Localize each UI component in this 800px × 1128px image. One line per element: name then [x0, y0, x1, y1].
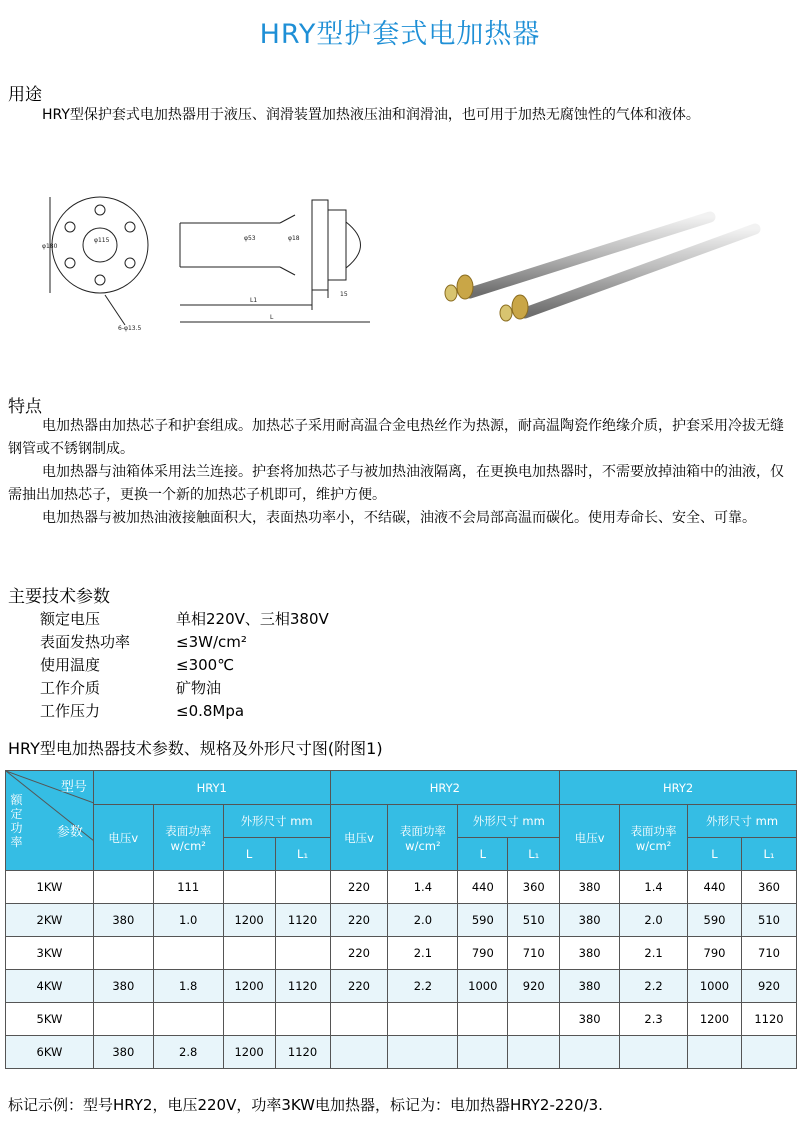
dim-label: φ115 — [94, 237, 110, 244]
table-cell: 710 — [508, 937, 560, 970]
model-header: HRY1 — [93, 771, 330, 805]
table-cell: 510 — [508, 904, 560, 937]
table-title: HRY型电加热器技术参数、规格及外形尺寸图(附图1) — [8, 739, 383, 758]
table-cell: 2.0 — [620, 904, 688, 937]
table-row — [6, 1036, 797, 1069]
table-cell: 380 — [560, 871, 620, 904]
table-row — [6, 937, 797, 970]
table-cell: 380 — [560, 937, 620, 970]
col-voltage: 电压v — [93, 805, 153, 871]
param-row: 工作压力 ≤0.8Mpa — [40, 702, 245, 720]
table-cell: 920 — [741, 970, 796, 1003]
features-paragraph: 电加热器与油箱体采用法兰连接。护套将加热芯子与被加热油液隔离，在更换电加热器时，不需要放掉油箱中的油液，仅需抽出加热芯子，更换一个新的加热芯子机即可，维护方便。 — [8, 464, 784, 503]
table-cell: 710 — [741, 937, 796, 970]
table-cell — [223, 871, 275, 904]
table-cell: 1.0 — [153, 904, 223, 937]
table-cell: 220 — [330, 871, 388, 904]
table-cell — [153, 937, 223, 970]
table-cell: 2.0 — [388, 904, 458, 937]
page-title: HRY型护套式电加热器 — [259, 19, 541, 50]
col-L: L — [223, 838, 275, 871]
table-cell: 1120 — [275, 1036, 330, 1069]
table-cell — [330, 1003, 388, 1036]
table-cell: 790 — [688, 937, 742, 970]
table-cell: 380 — [560, 904, 620, 937]
table-cell: 380 — [560, 970, 620, 1003]
features-heading: 特点 — [8, 397, 42, 417]
model-header: HRY2 — [330, 771, 560, 805]
table-cell — [458, 1036, 508, 1069]
features-paragraph: 电加热器与被加热油液接触面积大，表面热功率小，不结碳，油液不会局部高温而碳化。使用寿命长、安全、可靠。 — [42, 510, 756, 526]
table-cell — [93, 1003, 153, 1036]
table-cell: 510 — [741, 904, 796, 937]
table-cell: 1.8 — [153, 970, 223, 1003]
table-row — [6, 970, 797, 1003]
table-cell: 1000 — [688, 970, 742, 1003]
table-cell — [275, 1003, 330, 1036]
table-cell: 1200 — [223, 970, 275, 1003]
table-cell: 220 — [330, 970, 388, 1003]
dim-label: φ180 — [42, 243, 58, 250]
model-header: HRY2 — [560, 771, 797, 805]
row-power: 1KW — [6, 871, 94, 904]
table-row — [6, 1003, 797, 1036]
params-heading: 主要技术参数 — [8, 587, 110, 607]
table-cell: 220 — [330, 904, 388, 937]
col-dims: 外形尺寸 mm — [458, 805, 560, 838]
table-cell: 360 — [508, 871, 560, 904]
row-power: 3KW — [6, 937, 94, 970]
table-cell: 1120 — [275, 970, 330, 1003]
table-cell — [93, 871, 153, 904]
table-cell: 1.4 — [620, 871, 688, 904]
param-row: 表面发热功率 ≤3W/cm² — [40, 633, 247, 651]
param-row: 使用温度 ≤300℃ — [40, 656, 235, 674]
dim-label: L — [270, 314, 274, 321]
dim-label: φ53 — [244, 235, 256, 242]
table-cell: 1200 — [223, 904, 275, 937]
table-cell: 1200 — [223, 1036, 275, 1069]
table-cell: 1120 — [741, 1003, 796, 1036]
table-cell — [458, 1003, 508, 1036]
features-paragraph: 电加热器由加热芯子和护套组成。加热芯子采用耐高温合金电热丝作为热源，耐高温陶瓷作绝缘介质，护套采用冷拔无缝钢管或不锈钢制成。 — [8, 418, 784, 457]
col-L1: L₁ — [275, 838, 330, 871]
table-cell: 1200 — [688, 1003, 742, 1036]
table-cell — [275, 871, 330, 904]
table-cell: 440 — [458, 871, 508, 904]
col-voltage: 电压v — [560, 805, 620, 871]
dim-label: 15 — [340, 291, 348, 298]
table-cell: 360 — [741, 871, 796, 904]
marking-example: 标记示例：型号HRY2，电压220V，功率3KW电加热器，标记为：电加热器HRY2-220/3. — [8, 1096, 603, 1114]
row-power: 5KW — [6, 1003, 94, 1036]
col-dims: 外形尺寸 mm — [688, 805, 797, 838]
row-power: 4KW — [6, 970, 94, 1003]
table-cell: 2.1 — [388, 937, 458, 970]
table-cell — [741, 1036, 796, 1069]
col-power: 表面功率w/cm² — [388, 805, 458, 871]
dim-label: L1 — [250, 297, 258, 304]
table-cell: 2.3 — [620, 1003, 688, 1036]
table-cell: 2.1 — [620, 937, 688, 970]
heater-product-image — [425, 195, 785, 335]
table-cell — [508, 1036, 560, 1069]
params-list — [40, 608, 329, 723]
usage-text: HRY型保护套式电加热器用于液压、润滑装置加热液压油和润滑油，也可用于加热无腐蚀性的气体和液体。 — [42, 107, 700, 123]
table-cell: 220 — [330, 937, 388, 970]
col-voltage: 电压v — [330, 805, 388, 871]
table-cell — [508, 1003, 560, 1036]
table-cell — [275, 937, 330, 970]
col-dims: 外形尺寸 mm — [223, 805, 330, 838]
table-cell: 380 — [93, 1036, 153, 1069]
table-cell: 2.8 — [153, 1036, 223, 1069]
col-L1: L₁ — [741, 838, 796, 871]
table-cell: 1.4 — [388, 871, 458, 904]
col-power: 表面功率w/cm² — [620, 805, 688, 871]
dim-label: φ18 — [288, 235, 300, 242]
table-cell: 1120 — [275, 904, 330, 937]
table-cell: 380 — [560, 1003, 620, 1036]
col-L: L — [688, 838, 742, 871]
table-row — [6, 904, 797, 937]
table-cell: 2.2 — [388, 970, 458, 1003]
table-cell: 920 — [508, 970, 560, 1003]
table-cell — [330, 1036, 388, 1069]
table-cell — [560, 1036, 620, 1069]
table-cell — [153, 1003, 223, 1036]
table-cell: 380 — [93, 970, 153, 1003]
col-power: 表面功率w/cm² — [153, 805, 223, 871]
row-power: 2KW — [6, 904, 94, 937]
table-cell — [93, 937, 153, 970]
table-cell: 111 — [153, 871, 223, 904]
table-cell — [223, 1003, 275, 1036]
usage-heading: 用途 — [8, 85, 42, 105]
table-cell — [388, 1003, 458, 1036]
table-cell — [388, 1036, 458, 1069]
dim-label: 6-φ13.5 — [118, 325, 142, 332]
table-cell — [688, 1036, 742, 1069]
col-L: L — [458, 838, 508, 871]
table-corner: 型号 参数 额定功率 — [6, 771, 94, 871]
param-row: 额定电压 单相220V、三相380V — [40, 610, 329, 628]
col-L1: L₁ — [508, 838, 560, 871]
table-cell — [223, 937, 275, 970]
param-row: 工作介质 矿物油 — [40, 679, 222, 697]
dimension-drawing — [30, 190, 390, 340]
table-cell: 590 — [688, 904, 742, 937]
table-cell: 440 — [688, 871, 742, 904]
table-cell: 2.2 — [620, 970, 688, 1003]
table-cell: 1000 — [458, 970, 508, 1003]
table-row — [6, 871, 797, 904]
row-power: 6KW — [6, 1036, 94, 1069]
table-cell: 590 — [458, 904, 508, 937]
table-cell: 380 — [93, 904, 153, 937]
table-cell: 790 — [458, 937, 508, 970]
table-cell — [620, 1036, 688, 1069]
spec-table — [5, 770, 797, 1069]
